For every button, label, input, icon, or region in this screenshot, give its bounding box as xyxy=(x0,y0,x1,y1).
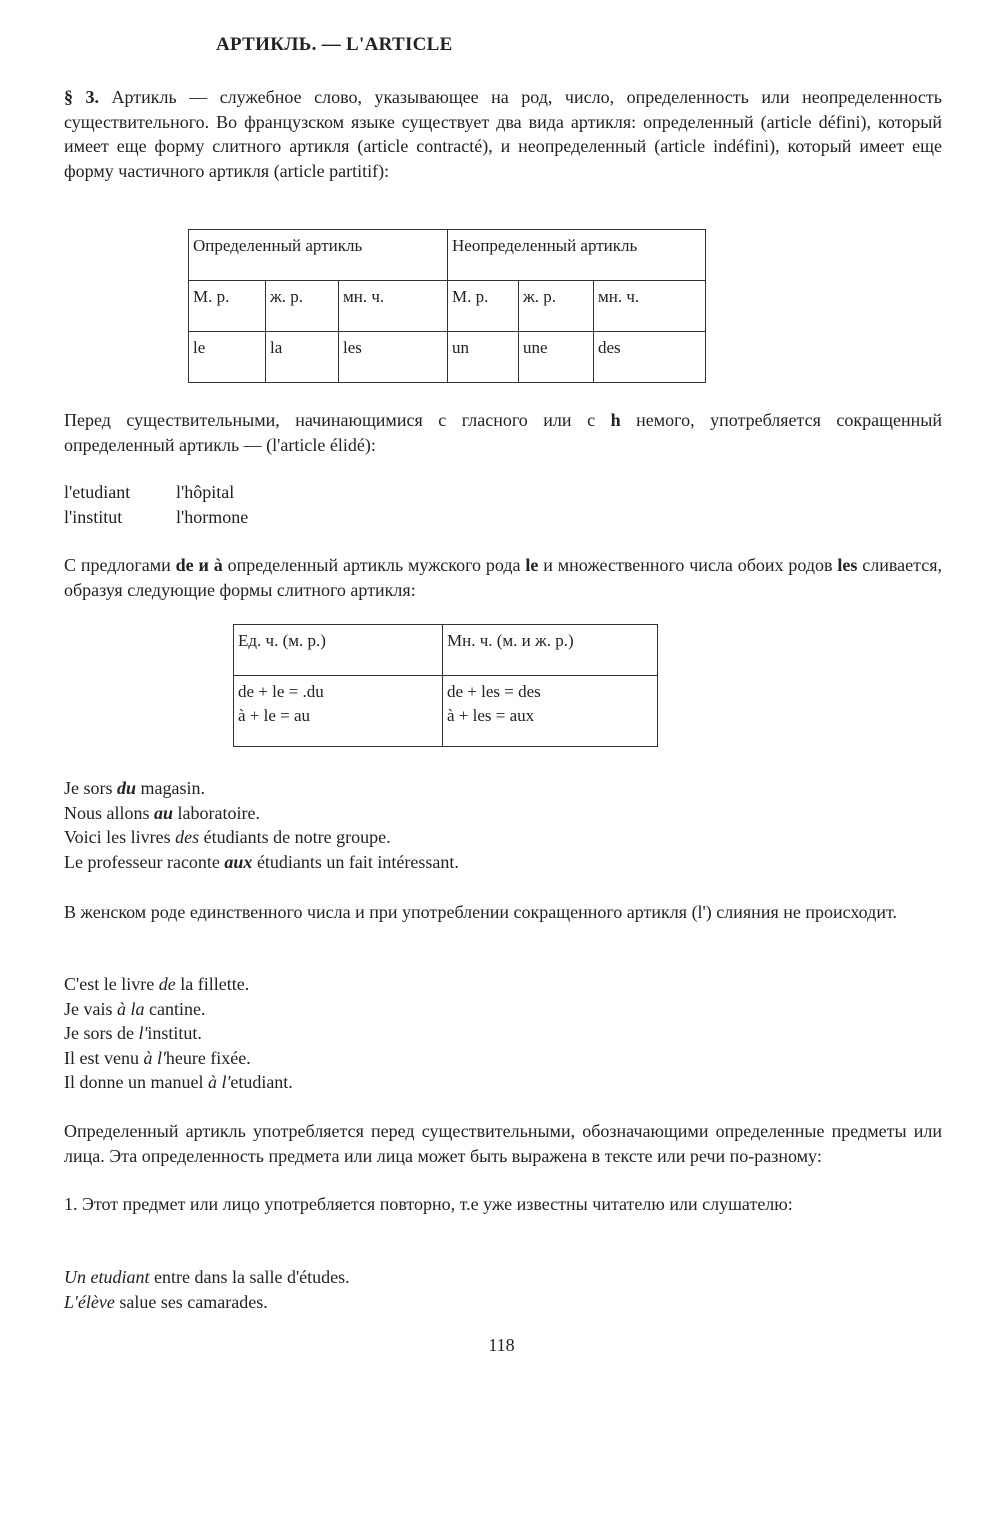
text-run: heure fixée. xyxy=(165,1047,251,1068)
text-run: немого, употребляется сокращенный определенный артикль — (l'article élidé): xyxy=(64,410,942,455)
example-line xyxy=(64,997,293,1022)
text-run-emphasis: aux xyxy=(224,851,253,872)
cell-line: de + le = .du xyxy=(238,682,324,701)
table-cell: la xyxy=(266,332,339,383)
text-run: entre dans la salle d'études. xyxy=(149,1267,350,1287)
text-run: Перед существительными, начинающимися с гласного или с xyxy=(64,410,611,430)
table-cell: des xyxy=(594,332,706,383)
table-cell: ж. р. xyxy=(266,281,339,332)
table-header-definite: Определенный артикль xyxy=(189,230,448,281)
table-cell: le xyxy=(189,332,266,383)
text-run: magasin. xyxy=(136,778,206,798)
text-run-emphasis: à la xyxy=(117,998,145,1019)
text-run-emphasis: au xyxy=(154,802,174,823)
text-run: Il est venu xyxy=(64,1047,144,1068)
example-row xyxy=(64,480,248,505)
text-run-emphasis: de xyxy=(158,974,176,994)
text-run: Je vais xyxy=(64,998,117,1019)
example-row xyxy=(64,505,248,530)
table-cell xyxy=(443,676,658,747)
text-run-emphasis: L'élève xyxy=(64,1291,115,1312)
text-run-bold: le xyxy=(525,555,539,575)
elided-examples xyxy=(64,480,248,529)
text-run-emphasis: à l' xyxy=(143,1047,166,1068)
text-run: étudiants un fait intéressant. xyxy=(252,851,459,872)
text-run: Je sors de xyxy=(64,1023,139,1043)
text-run-bold: de и à xyxy=(175,555,223,575)
text-run: определенный артикль мужского рода xyxy=(222,555,526,575)
section-text: Артикль — служебное слово, указывающее на род, число, определенность или неопределенность существительного. Во французском языке существует два вида артикля: определенный (article défini), который имеет еще форму слитного артикля (article contracté), и неопределенный (article indéfini), который имеет еще форму частичного артикля (article partitif): xyxy=(64,87,942,181)
text-run: Voici les livres xyxy=(64,827,176,847)
section-paragraph xyxy=(64,85,942,183)
text-run-emphasis: du xyxy=(117,778,137,798)
text-run: institut. xyxy=(147,1023,202,1043)
table-cell: М. р. xyxy=(189,281,266,332)
text-run: C'est le livre xyxy=(64,974,159,994)
example-line xyxy=(64,1070,293,1095)
cell-line: de + les = des xyxy=(447,682,541,701)
elided-paragraph xyxy=(64,408,942,457)
table-cell: М. р. xyxy=(448,281,519,332)
example-line xyxy=(64,972,293,997)
text-run: С предлогами xyxy=(64,555,176,575)
table-cell xyxy=(234,676,443,747)
text-run: Il donne un manuel xyxy=(64,1072,208,1092)
contraction-table xyxy=(233,624,658,747)
table-cell: ж. р. xyxy=(519,281,594,332)
usage-paragraph: Определенный артикль употребляется перед существительными, обозначающими определенные предметы или лица. Эта определенность предмета или лица может быть выражена в тексте или речи по-разному: xyxy=(64,1121,942,1166)
text-run: Le professeur raconte xyxy=(64,851,225,872)
table-header-indefinite: Неопределенный артикль xyxy=(448,230,706,281)
text-run: etudiant. xyxy=(230,1072,293,1092)
table-cell: мн. ч. xyxy=(339,281,448,332)
text-run: étudiants de notre groupe. xyxy=(199,827,391,847)
section-number: § 3. xyxy=(64,87,99,107)
text-run-emphasis: l' xyxy=(138,1023,148,1043)
text-run: и множественного числа обоих родов xyxy=(538,555,838,575)
text-run-bold: les xyxy=(837,555,858,575)
final-examples xyxy=(64,1265,350,1314)
feminine-examples xyxy=(64,972,293,1095)
page-title: АРТИКЛЬ. — L'ARTICLE xyxy=(216,34,453,55)
text-run: Je sors xyxy=(64,778,117,798)
example-word: l'hôpital xyxy=(176,482,235,502)
text-run: laboratoire. xyxy=(173,802,260,823)
example-line xyxy=(64,1021,293,1046)
text-run: la fillette. xyxy=(175,974,250,994)
example-word: l'etudiant xyxy=(64,482,131,502)
text-run-emphasis: des xyxy=(175,827,200,847)
text-run: cantine. xyxy=(144,998,206,1019)
text-run-emphasis: Un etudiant xyxy=(64,1267,150,1287)
table-cell: les xyxy=(339,332,448,383)
text-run: salue ses camarades. xyxy=(114,1291,268,1312)
text-run-emphasis: à l' xyxy=(207,1072,231,1092)
table-header-singular: Ед. ч. (м. р.) xyxy=(234,625,443,676)
text-run: Nous allons xyxy=(64,802,154,823)
table-cell: мн. ч. xyxy=(594,281,706,332)
example-line xyxy=(64,1265,350,1290)
example-word: l'institut xyxy=(64,506,123,527)
feminine-paragraph: В женском роде единственного числа и при употреблении сокращенного артикля (l') слияния не происходит. xyxy=(64,902,897,922)
text-run-bold: h xyxy=(610,410,621,430)
page-number: 118 xyxy=(488,1335,515,1355)
example-line xyxy=(64,825,459,850)
table-header-plural: Мн. ч. (м. и ж. р.) xyxy=(443,625,658,676)
table-cell: un xyxy=(448,332,519,383)
example-line xyxy=(64,1046,293,1071)
text-run: сливается, образуя следующие формы слитного артикля: xyxy=(64,555,942,600)
example-line xyxy=(64,776,459,801)
article-table xyxy=(188,229,706,383)
example-word: l'hormone xyxy=(176,506,249,527)
table-cell: une xyxy=(519,332,594,383)
example-line xyxy=(64,850,459,875)
usage-item-1: 1. Этот предмет или лицо употребляется повторно, т.е уже известны читателю или слушателю: xyxy=(64,1194,793,1214)
example-line xyxy=(64,1290,350,1315)
contraction-paragraph xyxy=(64,553,942,602)
example-line xyxy=(64,801,459,826)
cell-line: à + les = aux xyxy=(447,706,535,725)
contraction-examples xyxy=(64,776,459,874)
cell-line: à + le = au xyxy=(238,706,311,725)
